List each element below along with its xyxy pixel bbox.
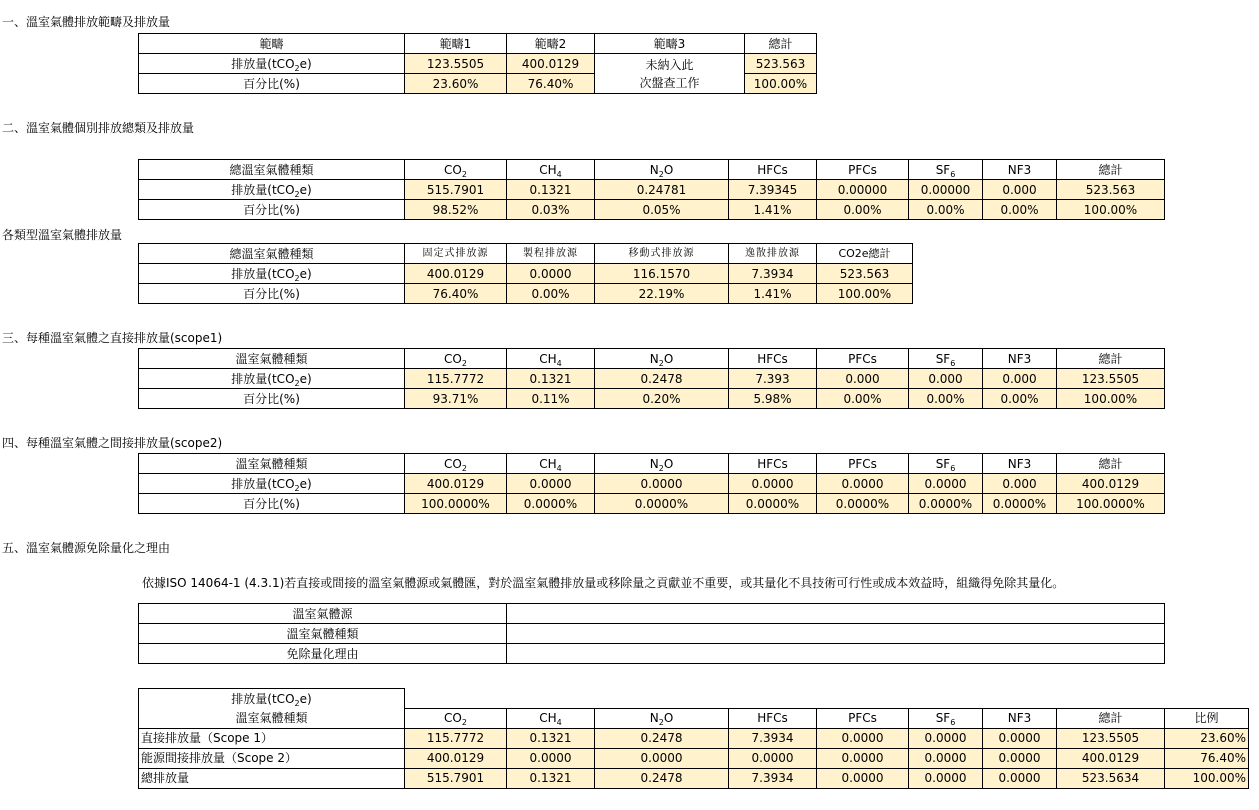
value-cell: [507, 604, 1165, 624]
header-cell: $CO_2$: [405, 454, 507, 474]
value-cell: 123.5505: [405, 54, 507, 74]
value-cell: 0.2478: [595, 768, 729, 788]
header-cell: 總溫室氣體種類: [139, 160, 405, 180]
value-cell: 0.000: [909, 369, 983, 389]
value-cell: 0.03%: [507, 200, 595, 220]
value-cell: 100.00%: [817, 284, 913, 304]
value-cell: 116.1570: [595, 264, 729, 284]
section-4-heading: 四、每種溫室氣體之間接排放量(scope2): [2, 436, 223, 450]
header-cell: $CH_4$: [507, 349, 595, 369]
value-cell: 7.39345: [729, 180, 817, 200]
value-cell: 0.0000%: [909, 494, 983, 514]
value-cell: 0.0000: [507, 474, 595, 494]
header-cell: NF3: [983, 349, 1057, 369]
value-cell: 0.0000%: [507, 494, 595, 514]
row-label: 百分比(%): [139, 389, 405, 409]
value-cell: 76.40%: [405, 284, 507, 304]
value-cell: 0.0000: [507, 748, 595, 768]
value-cell: 0.0000: [817, 768, 909, 788]
value-cell: 98.52%: [405, 200, 507, 220]
source-type-table: [138, 243, 913, 304]
value-cell: 0.1321: [507, 728, 595, 748]
value-cell: 0.05%: [595, 200, 729, 220]
value-cell: 0.0000: [595, 748, 729, 768]
value-cell: 123.5505: [1057, 728, 1165, 748]
header-cell: 移動式排放源: [595, 244, 729, 264]
header-cell: 總計: [1057, 160, 1165, 180]
value-cell: 400.0129: [1057, 474, 1165, 494]
value-cell: 400.0129: [507, 54, 595, 74]
gas-type-table: [138, 159, 1165, 220]
value-cell: 400.0129: [1057, 748, 1165, 768]
header-cell: $N_2O$: [595, 454, 729, 474]
value-cell: 0.0000: [729, 748, 817, 768]
value-cell: 400.0129: [405, 748, 507, 768]
value-cell: 0.00000: [817, 180, 909, 200]
header-cell: 逸散排放源: [729, 244, 817, 264]
value-cell: 0.2478: [595, 369, 729, 389]
header-cell: HFCs: [729, 708, 817, 728]
value-cell: 76.40%: [1165, 748, 1249, 768]
header-cell: PFCs: [817, 454, 909, 474]
value-cell: 0.0000: [595, 474, 729, 494]
value-cell: 0.000: [983, 369, 1057, 389]
value-cell: 0.000: [817, 369, 909, 389]
header-cell: 範疇1: [405, 34, 507, 54]
value-cell: 1.41%: [729, 284, 817, 304]
section-2b-heading: 各類型溫室氣體排放量: [2, 228, 123, 242]
value-cell: 523.5634: [1057, 768, 1165, 788]
value-cell: 0.0000: [817, 748, 909, 768]
value-cell: [507, 644, 1165, 664]
scope1-table: [138, 348, 1165, 409]
row-label: 百分比(%): [139, 200, 405, 220]
value-cell: 0.0000: [909, 728, 983, 748]
section-3-heading: 三、每種溫室氣體之直接排放量(scope1): [2, 331, 223, 345]
header-cell: NF3: [983, 160, 1057, 180]
row-label: 能源間接排放量（Scope 2）: [139, 748, 405, 768]
scope-summary-table: [138, 33, 817, 94]
value-cell: 7.3934: [729, 768, 817, 788]
header-cell: $CO_2$: [405, 349, 507, 369]
summary-table: [138, 688, 1249, 789]
header-cell: CO2e總計: [817, 244, 913, 264]
value-cell: 0.24781: [595, 180, 729, 200]
row-label: 排放量(tCO$_2$e): [139, 264, 405, 284]
header-cell: 總計: [745, 34, 817, 54]
value-cell: 7.393: [729, 369, 817, 389]
header-cell: PFCs: [817, 708, 909, 728]
value-cell: 115.7772: [405, 728, 507, 748]
value-cell: 0.0000: [983, 728, 1057, 748]
header-cell: HFCs: [729, 349, 817, 369]
header-cell: HFCs: [729, 160, 817, 180]
header-cell: $CO_2$: [405, 160, 507, 180]
value-cell: 523.563: [745, 54, 817, 74]
header-cell: $CH_4$: [507, 454, 595, 474]
header-cell: 範疇2: [507, 34, 595, 54]
header-cell: PFCs: [817, 349, 909, 369]
value-cell: 0.00%: [817, 389, 909, 409]
scope2-table: [138, 453, 1165, 514]
header-cell: $SF_6$: [909, 708, 983, 728]
header-cell: 排放量(tCO$_2$e): [139, 689, 405, 709]
row-label: 排放量(tCO$_2$e): [139, 54, 405, 74]
value-cell: 0.00%: [507, 284, 595, 304]
value-cell: 0.0000: [729, 474, 817, 494]
row-label: 排放量(tCO$_2$e): [139, 369, 405, 389]
value-cell: 0.0000: [983, 748, 1057, 768]
exemption-table: [138, 603, 1165, 664]
value-cell: 515.7901: [405, 180, 507, 200]
value-cell: 0.00%: [817, 200, 909, 220]
value-cell: 0.0000: [909, 768, 983, 788]
value-cell: 23.60%: [1165, 728, 1249, 748]
header-cell: PFCs: [817, 160, 909, 180]
value-cell: 7.3934: [729, 264, 817, 284]
value-cell: 0.0000%: [729, 494, 817, 514]
header-cell: 固定式排放源: [405, 244, 507, 264]
value-cell: 0.1321: [507, 180, 595, 200]
header-cell: 比例: [1165, 708, 1249, 728]
header-cell: $SF_6$: [909, 160, 983, 180]
value-cell: 0.0000: [507, 264, 595, 284]
value-cell: 0.0000%: [983, 494, 1057, 514]
scope3-note: 未納入此 次盤查工作: [595, 54, 745, 94]
header-cell: $SF_6$: [909, 349, 983, 369]
value-cell: 0.0000: [817, 728, 909, 748]
value-cell: 400.0129: [405, 264, 507, 284]
header-cell: 總計: [1057, 349, 1165, 369]
value-cell: 0.00%: [983, 389, 1057, 409]
value-cell: 523.563: [817, 264, 913, 284]
row-label: 溫室氣體源: [139, 604, 507, 624]
value-cell: 0.0000: [909, 748, 983, 768]
value-cell: 0.00%: [909, 200, 983, 220]
header-cell: 製程排放源: [507, 244, 595, 264]
value-cell: 100.00%: [1057, 200, 1165, 220]
header-cell: 溫室氣體種類: [139, 454, 405, 474]
header-cell: 溫室氣體種類: [139, 349, 405, 369]
section-1-heading: 一、溫室氣體排放範疇及排放量: [2, 15, 171, 29]
value-cell: 100.00%: [745, 74, 817, 94]
value-cell: 115.7772: [405, 369, 507, 389]
header-cell: $N_2O$: [595, 349, 729, 369]
value-cell: 100.0000%: [405, 494, 507, 514]
header-cell: $CH_4$: [507, 708, 595, 728]
section-5-heading: 五、溫室氣體源免除量化之理由: [2, 541, 171, 555]
value-cell: 93.71%: [405, 389, 507, 409]
value-cell: 0.20%: [595, 389, 729, 409]
header-cell: 範疇: [139, 34, 405, 54]
row-label: 排放量(tCO$_2$e): [139, 474, 405, 494]
value-cell: 523.563: [1057, 180, 1165, 200]
header-cell: NF3: [983, 454, 1057, 474]
value-cell: 0.00%: [909, 389, 983, 409]
value-cell: 0.0000%: [595, 494, 729, 514]
header-cell: $N_2O$: [595, 708, 729, 728]
value-cell: 100.00%: [1057, 389, 1165, 409]
value-cell: 0.0000%: [817, 494, 909, 514]
header-cell: $CO_2$: [405, 708, 507, 728]
value-cell: 23.60%: [405, 74, 507, 94]
header-cell: $SF_6$: [909, 454, 983, 474]
value-cell: 100.00%: [1165, 768, 1249, 788]
header-cell: $N_2O$: [595, 160, 729, 180]
row-label: 免除量化理由: [139, 644, 507, 664]
value-cell: 76.40%: [507, 74, 595, 94]
value-cell: 5.98%: [729, 389, 817, 409]
value-cell: 1.41%: [729, 200, 817, 220]
header-cell: 總計: [1057, 708, 1165, 728]
value-cell: 400.0129: [405, 474, 507, 494]
value-cell: 0.00000: [909, 180, 983, 200]
value-cell: 0.11%: [507, 389, 595, 409]
row-label: 溫室氣體種類: [139, 624, 507, 644]
value-cell: 515.7901: [405, 768, 507, 788]
value-cell: 22.19%: [595, 284, 729, 304]
value-cell: 0.000: [983, 474, 1057, 494]
value-cell: 0.0000: [983, 768, 1057, 788]
header-cell: NF3: [983, 708, 1057, 728]
row-label: 百分比(%): [139, 494, 405, 514]
row-label: 百分比(%): [139, 284, 405, 304]
header-cell: 溫室氣體種類: [139, 708, 405, 728]
value-cell: 100.0000%: [1057, 494, 1165, 514]
header-cell: $CH_4$: [507, 160, 595, 180]
value-cell: 0.000: [983, 180, 1057, 200]
row-label: 總排放量: [139, 768, 405, 788]
value-cell: 0.1321: [507, 768, 595, 788]
value-cell: 0.0000: [909, 474, 983, 494]
row-label: 百分比(%): [139, 74, 405, 94]
value-cell: 123.5505: [1057, 369, 1165, 389]
value-cell: 7.3934: [729, 728, 817, 748]
section-2-heading: 二、溫室氣體個別排放總類及排放量: [2, 121, 195, 135]
value-cell: [507, 624, 1165, 644]
header-cell: 範疇3: [595, 34, 745, 54]
value-cell: 0.00%: [983, 200, 1057, 220]
value-cell: 0.0000: [817, 474, 909, 494]
iso-note: 依據ISO 14064-1 (4.3.1)若直接或間接的溫室氣體源或氣體匯，對於溫室氣體排放量或移除量之貢獻並不重要，或其量化不具技術可行性或成本效益時，組織得免除其量化。: [142, 576, 1065, 590]
header-cell: 總計: [1057, 454, 1165, 474]
value-cell: 0.2478: [595, 728, 729, 748]
header-cell: HFCs: [729, 454, 817, 474]
header-cell: 總溫室氣體種類: [139, 244, 405, 264]
value-cell: 0.1321: [507, 369, 595, 389]
row-label: 直接排放量（Scope 1）: [139, 728, 405, 748]
row-label: 排放量(tCO$_2$e): [139, 180, 405, 200]
